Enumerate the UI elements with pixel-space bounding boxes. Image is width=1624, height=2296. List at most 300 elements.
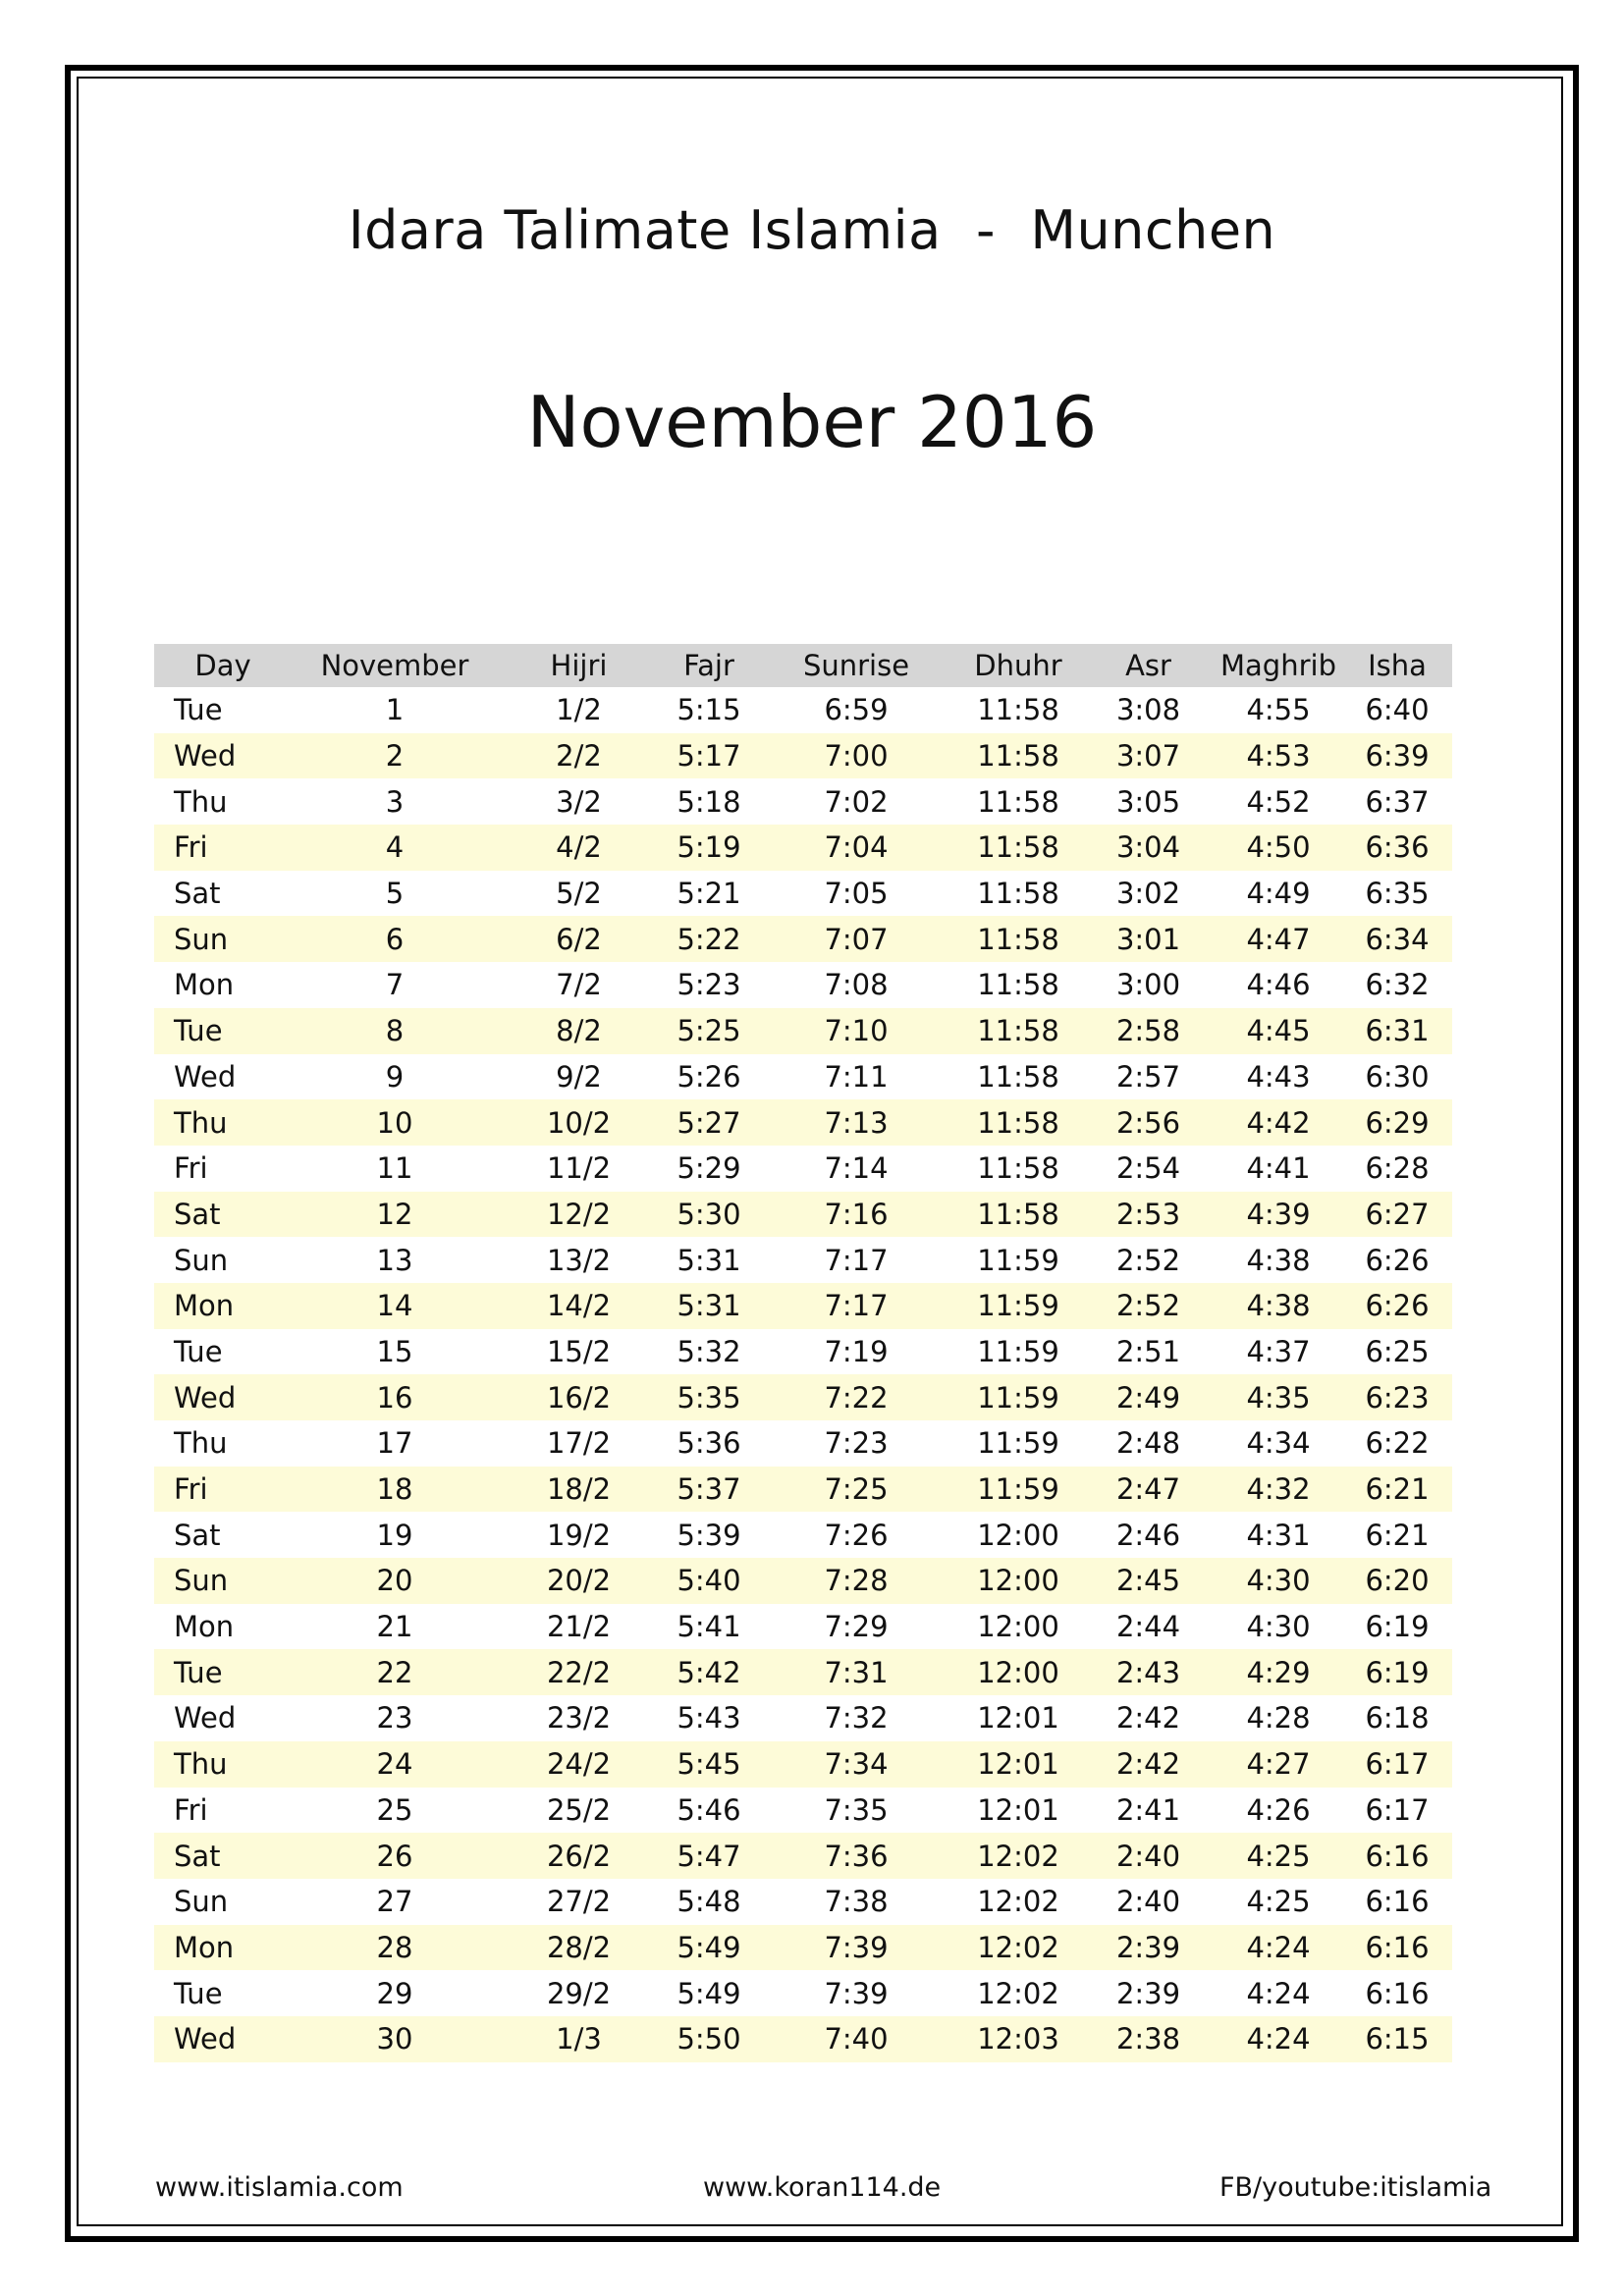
cell-maghrib: 4:41 bbox=[1246, 1151, 1311, 1186]
cell-fajr: 5:31 bbox=[660, 1283, 758, 1329]
cell-fajr: 5:43 bbox=[677, 1701, 741, 1735]
cell-hijri: 21/2 bbox=[546, 1610, 612, 1644]
cell-hijri: 28/2 bbox=[498, 1925, 660, 1971]
table-row bbox=[154, 778, 1452, 825]
column-header-day: Day bbox=[154, 644, 292, 687]
cell-maghrib: 4:39 bbox=[1215, 1192, 1342, 1238]
cell-november: 16 bbox=[292, 1374, 498, 1420]
cell-asr: 2:41 bbox=[1115, 1792, 1181, 1827]
cell-november: 8 bbox=[292, 1008, 498, 1054]
cell-dhuhr: 11:58 bbox=[954, 1192, 1082, 1238]
cell-hijri: 12/2 bbox=[498, 1192, 660, 1238]
cell-isha: 6:29 bbox=[1342, 1099, 1452, 1146]
cell-november: 23 bbox=[376, 1701, 413, 1735]
cell-hijri: 6/2 bbox=[498, 916, 660, 962]
cell-isha: 6:30 bbox=[1365, 1059, 1430, 1094]
cell-fajr: 5:27 bbox=[660, 1099, 758, 1146]
cell-dhuhr: 12:02 bbox=[977, 1976, 1059, 2010]
cell-maghrib: 4:29 bbox=[1215, 1649, 1342, 1695]
cell-maghrib: 4:24 bbox=[1215, 1925, 1342, 1971]
cell-maghrib: 4:32 bbox=[1215, 1467, 1342, 1513]
cell-november: 19 bbox=[376, 1518, 413, 1552]
cell-november: 27 bbox=[376, 1885, 413, 1919]
cell-november: 4 bbox=[292, 825, 498, 871]
cell-fajr: 5:30 bbox=[660, 1192, 758, 1238]
cell-day: Tue bbox=[154, 1008, 292, 1054]
cell-november: 25 bbox=[376, 1792, 413, 1827]
cell-november: 1 bbox=[385, 693, 405, 727]
cell-sunrise: 7:22 bbox=[758, 1374, 954, 1420]
cell-hijri: 26/2 bbox=[498, 1833, 660, 1879]
cell-asr: 2:52 bbox=[1115, 1243, 1181, 1277]
cell-hijri: 18/2 bbox=[498, 1467, 660, 1513]
cell-day: Mon bbox=[174, 1610, 235, 1644]
cell-sunrise: 7:39 bbox=[824, 1976, 889, 2010]
cell-sunrise: 7:32 bbox=[824, 1701, 889, 1735]
cell-maghrib: 4:42 bbox=[1215, 1099, 1342, 1146]
cell-asr: 2:40 bbox=[1115, 1885, 1181, 1919]
cell-day: Wed bbox=[174, 1701, 237, 1735]
column-header-asr: Asr bbox=[1082, 644, 1215, 687]
cell-dhuhr: 11:59 bbox=[977, 1243, 1059, 1277]
table-row bbox=[154, 1604, 1452, 1650]
table-row bbox=[154, 1283, 1452, 1329]
month-title: November 2016 bbox=[526, 381, 1098, 463]
cell-isha: 6:16 bbox=[1365, 1885, 1430, 1919]
cell-maghrib: 4:47 bbox=[1215, 916, 1342, 962]
cell-maghrib: 4:26 bbox=[1246, 1792, 1311, 1827]
cell-november: 24 bbox=[292, 1741, 498, 1788]
cell-sunrise: 7:29 bbox=[824, 1610, 889, 1644]
cell-november: 28 bbox=[292, 1925, 498, 1971]
cell-november: 14 bbox=[292, 1283, 498, 1329]
cell-day: Tue bbox=[154, 1649, 292, 1695]
cell-maghrib: 4:31 bbox=[1246, 1518, 1311, 1552]
cell-day: Wed bbox=[154, 733, 292, 779]
cell-day: Thu bbox=[174, 1426, 228, 1461]
cell-dhuhr: 11:58 bbox=[977, 784, 1059, 819]
cell-isha: 6:26 bbox=[1342, 1283, 1452, 1329]
cell-fajr: 5:29 bbox=[677, 1151, 741, 1186]
cell-asr: 3:00 bbox=[1115, 968, 1181, 1002]
cell-asr: 2:40 bbox=[1082, 1833, 1215, 1879]
column-header-maghrib: Maghrib bbox=[1215, 644, 1342, 687]
cell-sunrise: 7:00 bbox=[758, 733, 954, 779]
table-row bbox=[154, 733, 1452, 779]
cell-asr: 2:54 bbox=[1115, 1151, 1181, 1186]
cell-dhuhr: 12:00 bbox=[954, 1649, 1082, 1695]
cell-asr: 2:47 bbox=[1082, 1467, 1215, 1513]
cell-dhuhr: 11:58 bbox=[954, 825, 1082, 871]
cell-sunrise: 7:11 bbox=[824, 1059, 889, 1094]
cell-dhuhr: 11:59 bbox=[977, 1426, 1059, 1461]
cell-fajr: 5:19 bbox=[660, 825, 758, 871]
cell-maghrib: 4:34 bbox=[1246, 1426, 1311, 1461]
cell-isha: 6:28 bbox=[1365, 1151, 1430, 1186]
cell-sunrise: 7:14 bbox=[824, 1151, 889, 1186]
cell-fajr: 5:47 bbox=[660, 1833, 758, 1879]
cell-sunrise: 7:08 bbox=[824, 968, 889, 1002]
cell-day: Fri bbox=[174, 1151, 208, 1186]
cell-isha: 6:36 bbox=[1342, 825, 1452, 871]
cell-isha: 6:16 bbox=[1342, 1925, 1452, 1971]
cell-hijri: 15/2 bbox=[546, 1334, 612, 1368]
cell-isha: 6:26 bbox=[1365, 1243, 1430, 1277]
cell-dhuhr: 12:01 bbox=[954, 1741, 1082, 1788]
cell-dhuhr: 11:58 bbox=[977, 693, 1059, 727]
cell-maghrib: 4:25 bbox=[1246, 1885, 1311, 1919]
cell-hijri: 5/2 bbox=[556, 877, 602, 911]
cell-day: Tue bbox=[174, 1334, 223, 1368]
cell-hijri: 2/2 bbox=[498, 733, 660, 779]
cell-maghrib: 4:37 bbox=[1246, 1334, 1311, 1368]
cell-asr: 2:51 bbox=[1115, 1334, 1181, 1368]
cell-asr: 2:42 bbox=[1115, 1701, 1181, 1735]
cell-day: Sun bbox=[174, 1243, 229, 1277]
cell-asr: 2:56 bbox=[1082, 1099, 1215, 1146]
cell-november: 5 bbox=[385, 877, 405, 911]
cell-november: 13 bbox=[376, 1243, 413, 1277]
cell-maghrib: 4:28 bbox=[1246, 1701, 1311, 1735]
table-row bbox=[154, 1329, 1452, 1375]
cell-day: Fri bbox=[154, 825, 292, 871]
cell-isha: 6:32 bbox=[1365, 968, 1430, 1002]
cell-november: 2 bbox=[292, 733, 498, 779]
cell-asr: 3:07 bbox=[1082, 733, 1215, 779]
cell-hijri: 25/2 bbox=[546, 1792, 612, 1827]
table-row bbox=[154, 1237, 1452, 1283]
cell-dhuhr: 11:58 bbox=[954, 916, 1082, 962]
cell-november: 30 bbox=[292, 2016, 498, 2062]
cell-isha: 6:39 bbox=[1342, 733, 1452, 779]
cell-sunrise: 7:25 bbox=[758, 1467, 954, 1513]
cell-asr: 2:57 bbox=[1115, 1059, 1181, 1094]
footer-koran-link[interactable]: www.koran114.de bbox=[703, 2172, 942, 2203]
table-row bbox=[154, 687, 1452, 733]
cell-day: Sun bbox=[154, 1558, 292, 1604]
cell-fajr: 5:48 bbox=[677, 1885, 741, 1919]
cell-dhuhr: 12:00 bbox=[977, 1610, 1059, 1644]
cell-isha: 6:18 bbox=[1365, 1701, 1430, 1735]
cell-day: Sat bbox=[174, 877, 221, 911]
cell-dhuhr: 11:58 bbox=[954, 1008, 1082, 1054]
cell-dhuhr: 12:03 bbox=[954, 2016, 1082, 2062]
cell-dhuhr: 11:58 bbox=[977, 1151, 1059, 1186]
cell-maghrib: 4:27 bbox=[1215, 1741, 1342, 1788]
cell-day: Sat bbox=[174, 1518, 221, 1552]
cell-hijri: 11/2 bbox=[546, 1151, 612, 1186]
cell-day: Wed bbox=[154, 2016, 292, 2062]
cell-maghrib: 4:38 bbox=[1246, 1243, 1311, 1277]
table-row bbox=[154, 825, 1452, 871]
cell-hijri: 27/2 bbox=[546, 1885, 612, 1919]
cell-day: Fri bbox=[154, 1467, 292, 1513]
table-row bbox=[154, 2016, 1452, 2062]
cell-hijri: 19/2 bbox=[546, 1518, 612, 1552]
cell-fajr: 5:49 bbox=[677, 1976, 741, 2010]
cell-hijri: 24/2 bbox=[498, 1741, 660, 1788]
cell-november: 10 bbox=[292, 1099, 498, 1146]
cell-isha: 6:34 bbox=[1342, 916, 1452, 962]
cell-fajr: 5:50 bbox=[660, 2016, 758, 2062]
cell-isha: 6:21 bbox=[1342, 1467, 1452, 1513]
table-row bbox=[154, 1008, 1452, 1054]
cell-sunrise: 7:13 bbox=[758, 1099, 954, 1146]
cell-november: 7 bbox=[385, 968, 405, 1002]
table-row bbox=[154, 1879, 1452, 1925]
cell-isha: 6:20 bbox=[1342, 1558, 1452, 1604]
cell-fajr: 5:45 bbox=[660, 1741, 758, 1788]
cell-day: Mon bbox=[154, 1925, 292, 1971]
cell-november: 29 bbox=[376, 1976, 413, 2010]
cell-asr: 3:05 bbox=[1115, 784, 1181, 819]
cell-sunrise: 7:26 bbox=[824, 1518, 889, 1552]
cell-dhuhr: 11:59 bbox=[954, 1374, 1082, 1420]
table-row bbox=[154, 1054, 1452, 1100]
cell-isha: 6:19 bbox=[1342, 1649, 1452, 1695]
cell-sunrise: 7:31 bbox=[758, 1649, 954, 1695]
cell-maghrib: 4:35 bbox=[1215, 1374, 1342, 1420]
table-row bbox=[154, 1741, 1452, 1788]
cell-hijri: 17/2 bbox=[546, 1426, 612, 1461]
cell-fajr: 5:39 bbox=[677, 1518, 741, 1552]
cell-fajr: 5:22 bbox=[660, 916, 758, 962]
cell-hijri: 23/2 bbox=[546, 1701, 612, 1735]
cell-isha: 6:22 bbox=[1365, 1426, 1430, 1461]
cell-fajr: 5:46 bbox=[677, 1792, 741, 1827]
column-header-november: November bbox=[292, 644, 498, 687]
cell-fajr: 5:31 bbox=[677, 1243, 741, 1277]
cell-fajr: 5:25 bbox=[660, 1008, 758, 1054]
footer-social-link[interactable]: FB/youtube:itislamia bbox=[1219, 2172, 1492, 2203]
cell-hijri: 13/2 bbox=[546, 1243, 612, 1277]
cell-sunrise: 7:40 bbox=[758, 2016, 954, 2062]
cell-dhuhr: 11:58 bbox=[954, 733, 1082, 779]
cell-asr: 2:44 bbox=[1115, 1610, 1181, 1644]
cell-sunrise: 7:17 bbox=[758, 1283, 954, 1329]
cell-hijri: 10/2 bbox=[498, 1099, 660, 1146]
cell-isha: 6:17 bbox=[1365, 1792, 1430, 1827]
cell-day: Sat bbox=[154, 1192, 292, 1238]
table-row bbox=[154, 916, 1452, 962]
cell-dhuhr: 12:02 bbox=[954, 1833, 1082, 1879]
table-row bbox=[154, 1649, 1452, 1695]
cell-maghrib: 4:55 bbox=[1246, 693, 1311, 727]
cell-sunrise: 7:10 bbox=[758, 1008, 954, 1054]
cell-november: 26 bbox=[292, 1833, 498, 1879]
cell-isha: 6:37 bbox=[1365, 784, 1430, 819]
cell-maghrib: 4:38 bbox=[1215, 1283, 1342, 1329]
cell-isha: 6:15 bbox=[1342, 2016, 1452, 2062]
table-row bbox=[154, 1099, 1452, 1146]
cell-fajr: 5:40 bbox=[660, 1558, 758, 1604]
organization-title: Idara Talimate Islamia - Munchen bbox=[348, 199, 1276, 261]
cell-maghrib: 4:53 bbox=[1215, 733, 1342, 779]
cell-isha: 6:16 bbox=[1342, 1833, 1452, 1879]
cell-asr: 3:08 bbox=[1115, 693, 1181, 727]
cell-sunrise: 7:16 bbox=[758, 1192, 954, 1238]
column-header-fajr: Fajr bbox=[660, 644, 758, 687]
cell-dhuhr: 12:01 bbox=[977, 1701, 1059, 1735]
cell-dhuhr: 11:59 bbox=[954, 1467, 1082, 1513]
cell-asr: 2:39 bbox=[1115, 1976, 1181, 2010]
cell-november: 6 bbox=[292, 916, 498, 962]
cell-day: Tue bbox=[174, 1976, 223, 2010]
cell-november: 9 bbox=[385, 1059, 405, 1094]
cell-maghrib: 4:46 bbox=[1246, 968, 1311, 1002]
table-row bbox=[154, 1146, 1452, 1192]
cell-isha: 6:16 bbox=[1365, 1976, 1430, 2010]
table-row bbox=[154, 1970, 1452, 2016]
cell-asr: 2:53 bbox=[1082, 1192, 1215, 1238]
cell-maghrib: 4:52 bbox=[1246, 784, 1311, 819]
cell-isha: 6:21 bbox=[1365, 1518, 1430, 1552]
cell-sunrise: 7:39 bbox=[758, 1925, 954, 1971]
cell-dhuhr: 12:00 bbox=[954, 1558, 1082, 1604]
cell-sunrise: 7:36 bbox=[758, 1833, 954, 1879]
table-row bbox=[154, 962, 1452, 1008]
cell-november: 11 bbox=[376, 1151, 413, 1186]
cell-dhuhr: 11:58 bbox=[977, 1059, 1059, 1094]
table-row bbox=[154, 871, 1452, 917]
table-row bbox=[154, 1833, 1452, 1879]
cell-sunrise: 7:23 bbox=[824, 1426, 889, 1461]
cell-hijri: 3/2 bbox=[556, 784, 602, 819]
cell-hijri: 14/2 bbox=[498, 1283, 660, 1329]
table-row bbox=[154, 1558, 1452, 1604]
table-row bbox=[154, 1420, 1452, 1467]
cell-day: Sat bbox=[154, 1833, 292, 1879]
cell-fajr: 5:17 bbox=[660, 733, 758, 779]
cell-asr: 3:04 bbox=[1082, 825, 1215, 871]
cell-november: 22 bbox=[292, 1649, 498, 1695]
cell-day: Tue bbox=[174, 693, 223, 727]
cell-isha: 6:17 bbox=[1342, 1741, 1452, 1788]
cell-sunrise: 7:28 bbox=[758, 1558, 954, 1604]
column-header-sunrise: Sunrise bbox=[758, 644, 954, 687]
cell-sunrise: 7:38 bbox=[824, 1885, 889, 1919]
cell-november: 21 bbox=[376, 1610, 413, 1644]
cell-hijri: 22/2 bbox=[498, 1649, 660, 1695]
cell-day: Thu bbox=[174, 784, 228, 819]
table-header-row bbox=[154, 644, 1452, 687]
cell-dhuhr: 12:02 bbox=[954, 1925, 1082, 1971]
cell-day: Fri bbox=[174, 1792, 208, 1827]
cell-day: Thu bbox=[154, 1099, 292, 1146]
cell-isha: 6:40 bbox=[1365, 693, 1430, 727]
table-row bbox=[154, 1374, 1452, 1420]
cell-dhuhr: 12:02 bbox=[977, 1885, 1059, 1919]
cell-hijri: 8/2 bbox=[498, 1008, 660, 1054]
cell-maghrib: 4:49 bbox=[1246, 877, 1311, 911]
cell-november: 17 bbox=[376, 1426, 413, 1461]
cell-fajr: 5:35 bbox=[660, 1374, 758, 1420]
cell-sunrise: 7:19 bbox=[824, 1334, 889, 1368]
cell-sunrise: 7:04 bbox=[758, 825, 954, 871]
cell-hijri: 4/2 bbox=[498, 825, 660, 871]
cell-asr: 2:42 bbox=[1082, 1741, 1215, 1788]
cell-asr: 2:48 bbox=[1115, 1426, 1181, 1461]
cell-asr: 2:49 bbox=[1082, 1374, 1215, 1420]
cell-asr: 2:46 bbox=[1115, 1518, 1181, 1552]
cell-dhuhr: 12:00 bbox=[977, 1518, 1059, 1552]
table-row bbox=[154, 1467, 1452, 1513]
cell-dhuhr: 11:59 bbox=[954, 1283, 1082, 1329]
cell-asr: 3:01 bbox=[1082, 916, 1215, 962]
cell-sunrise: 7:17 bbox=[824, 1243, 889, 1277]
cell-sunrise: 7:05 bbox=[824, 877, 889, 911]
cell-hijri: 20/2 bbox=[498, 1558, 660, 1604]
cell-isha: 6:19 bbox=[1365, 1610, 1430, 1644]
cell-november: 20 bbox=[292, 1558, 498, 1604]
table-row bbox=[154, 1925, 1452, 1971]
cell-fajr: 5:49 bbox=[660, 1925, 758, 1971]
cell-dhuhr: 12:01 bbox=[977, 1792, 1059, 1827]
cell-maghrib: 4:30 bbox=[1246, 1610, 1311, 1644]
cell-dhuhr: 11:58 bbox=[977, 877, 1059, 911]
cell-asr: 2:58 bbox=[1082, 1008, 1215, 1054]
cell-hijri: 29/2 bbox=[546, 1976, 612, 2010]
cell-day: Mon bbox=[174, 968, 235, 1002]
cell-maghrib: 4:45 bbox=[1215, 1008, 1342, 1054]
cell-sunrise: 6:59 bbox=[824, 693, 889, 727]
prayer-times-table bbox=[154, 644, 1452, 2062]
column-header-hijri: Hijri bbox=[498, 644, 660, 687]
footer-website-link[interactable]: www.itislamia.com bbox=[155, 2172, 404, 2203]
cell-fajr: 5:37 bbox=[660, 1467, 758, 1513]
table-row bbox=[154, 1788, 1452, 1834]
cell-fajr: 5:15 bbox=[677, 693, 741, 727]
cell-maghrib: 4:50 bbox=[1215, 825, 1342, 871]
cell-fajr: 5:42 bbox=[660, 1649, 758, 1695]
cell-dhuhr: 11:58 bbox=[954, 1099, 1082, 1146]
cell-isha: 6:23 bbox=[1342, 1374, 1452, 1420]
cell-asr: 2:39 bbox=[1082, 1925, 1215, 1971]
cell-dhuhr: 11:58 bbox=[977, 968, 1059, 1002]
cell-isha: 6:25 bbox=[1365, 1334, 1430, 1368]
cell-maghrib: 4:24 bbox=[1215, 2016, 1342, 2062]
table-row bbox=[154, 1192, 1452, 1238]
cell-fajr: 5:32 bbox=[677, 1334, 741, 1368]
cell-asr: 2:52 bbox=[1082, 1283, 1215, 1329]
cell-fajr: 5:41 bbox=[677, 1610, 741, 1644]
cell-hijri: 7/2 bbox=[556, 968, 602, 1002]
cell-maghrib: 4:24 bbox=[1246, 1976, 1311, 2010]
cell-fajr: 5:21 bbox=[677, 877, 741, 911]
cell-day: Thu bbox=[154, 1741, 292, 1788]
table-body bbox=[154, 687, 1452, 2062]
cell-fajr: 5:23 bbox=[677, 968, 741, 1002]
column-header-isha: Isha bbox=[1342, 644, 1452, 687]
cell-fajr: 5:18 bbox=[677, 784, 741, 819]
cell-asr: 2:45 bbox=[1082, 1558, 1215, 1604]
cell-asr: 2:38 bbox=[1082, 2016, 1215, 2062]
cell-november: 18 bbox=[292, 1467, 498, 1513]
cell-november: 12 bbox=[292, 1192, 498, 1238]
cell-isha: 6:31 bbox=[1342, 1008, 1452, 1054]
cell-hijri: 1/3 bbox=[498, 2016, 660, 2062]
cell-maghrib: 4:43 bbox=[1246, 1059, 1311, 1094]
cell-isha: 6:35 bbox=[1365, 877, 1430, 911]
cell-day: Wed bbox=[174, 1059, 237, 1094]
cell-fajr: 5:36 bbox=[677, 1426, 741, 1461]
cell-november: 15 bbox=[376, 1334, 413, 1368]
cell-maghrib: 4:25 bbox=[1215, 1833, 1342, 1879]
cell-sunrise: 7:35 bbox=[824, 1792, 889, 1827]
table-row bbox=[154, 1695, 1452, 1741]
cell-sunrise: 7:02 bbox=[824, 784, 889, 819]
table-row bbox=[154, 1512, 1452, 1558]
